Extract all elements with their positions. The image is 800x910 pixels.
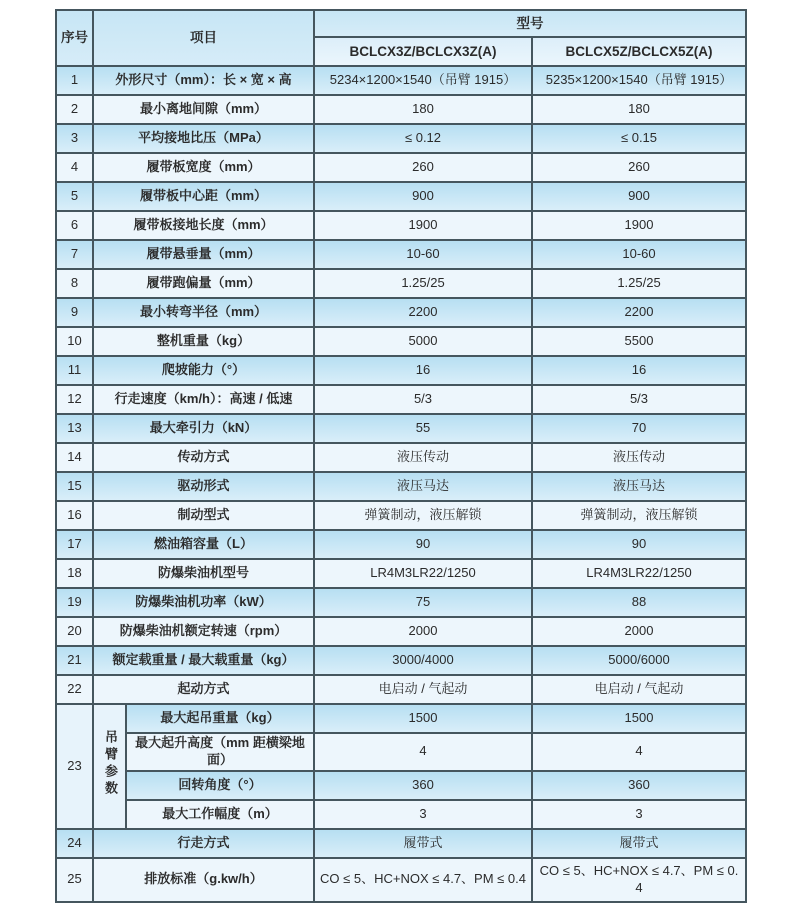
spec-row-23-sub-4 [56, 800, 746, 829]
value-model-a: 1900 [314, 211, 532, 240]
spec-row-17 [56, 530, 746, 559]
value-model-b: 260 [532, 153, 746, 182]
value-model-b: 16 [532, 356, 746, 385]
spec-row-5 [56, 182, 746, 211]
value-model-b: LR4M3LR22/1250 [532, 559, 746, 588]
value-model-b: 履带式 [532, 829, 746, 858]
row-index: 12 [56, 385, 93, 414]
spec-row-6 [56, 211, 746, 240]
value-model-b: 1500 [532, 704, 746, 733]
spec-row-10 [56, 327, 746, 356]
value-model-a: 3 [314, 800, 532, 829]
row-index: 9 [56, 298, 93, 327]
spec-row-16 [56, 501, 746, 530]
value-model-b: 180 [532, 95, 746, 124]
header-model-a: BCLCX3Z/BCLCX3Z(A) [314, 37, 532, 66]
value-model-a: 履带式 [314, 829, 532, 858]
value-model-b: 70 [532, 414, 746, 443]
item-label: 履带板接地长度（mm） [93, 211, 314, 240]
spec-row-19 [56, 588, 746, 617]
spec-row-13 [56, 414, 746, 443]
value-model-a: 75 [314, 588, 532, 617]
item-label: 起动方式 [93, 675, 314, 704]
spec-row-8 [56, 269, 746, 298]
spec-row-4 [56, 153, 746, 182]
value-model-b: 4 [532, 733, 746, 771]
value-model-a: LR4M3LR22/1250 [314, 559, 532, 588]
spec-row-23-sub-2 [56, 733, 746, 771]
value-model-b: 900 [532, 182, 746, 211]
spec-table-wrap [55, 9, 747, 903]
value-model-a: 90 [314, 530, 532, 559]
item-label: 防爆柴油机功率（kW） [93, 588, 314, 617]
value-model-b: 弹簧制动，液压解锁 [532, 501, 746, 530]
value-model-a: 5234×1200×1540（吊臂 1915） [314, 66, 532, 95]
item-label: 外形尺寸（mm）：长 × 宽 × 高 [93, 66, 314, 95]
item-label: 传动方式 [93, 443, 314, 472]
item-label: 最小转弯半径（mm） [93, 298, 314, 327]
item-label: 额定载重量 / 最大载重量（kg） [93, 646, 314, 675]
item-label: 履带板宽度（mm） [93, 153, 314, 182]
row-index: 2 [56, 95, 93, 124]
item-label: 履带板中心距（mm） [93, 182, 314, 211]
row-index: 15 [56, 472, 93, 501]
spec-table [55, 9, 747, 903]
value-model-b: 2000 [532, 617, 746, 646]
spec-table-body [56, 66, 746, 902]
row-index: 13 [56, 414, 93, 443]
spec-row-7 [56, 240, 746, 269]
spec-row-23-sub-1 [56, 704, 746, 733]
value-model-b: 电启动 / 气起动 [532, 675, 746, 704]
value-model-a: 弹簧制动，液压解锁 [314, 501, 532, 530]
value-model-a: 10-60 [314, 240, 532, 269]
item-label: 平均接地比压（MPa） [93, 124, 314, 153]
row-index: 11 [56, 356, 93, 385]
spec-row-9 [56, 298, 746, 327]
spec-row-22 [56, 675, 746, 704]
item-label: 最大起吊重量（kg） [126, 704, 314, 733]
value-model-a: 4 [314, 733, 532, 771]
item-label: 驱动形式 [93, 472, 314, 501]
header-model-b: BCLCX5Z/BCLCX5Z(A) [532, 37, 746, 66]
item-label: 履带跑偏量（mm） [93, 269, 314, 298]
value-model-a: 55 [314, 414, 532, 443]
value-model-a: 液压传动 [314, 443, 532, 472]
row-index: 5 [56, 182, 93, 211]
row-index: 16 [56, 501, 93, 530]
value-model-a: 900 [314, 182, 532, 211]
item-label: 燃油箱容量（L） [93, 530, 314, 559]
item-label: 制动型式 [93, 501, 314, 530]
row-index: 25 [56, 858, 93, 902]
spec-row-23-sub-3 [56, 771, 746, 800]
spec-table-head [56, 10, 746, 66]
value-model-a: 2000 [314, 617, 532, 646]
row-index: 23 [56, 704, 93, 829]
value-model-b: 2200 [532, 298, 746, 327]
value-model-b: 1.25/25 [532, 269, 746, 298]
row-index: 24 [56, 829, 93, 858]
value-model-b: 90 [532, 530, 746, 559]
value-model-b: 液压马达 [532, 472, 746, 501]
item-label: 最大起升高度（mm 距横梁地面） [126, 733, 314, 771]
item-label: 最大牵引力（kN） [93, 414, 314, 443]
spec-row-11 [56, 356, 746, 385]
row-index: 19 [56, 588, 93, 617]
value-model-b: 10-60 [532, 240, 746, 269]
value-model-b: 1900 [532, 211, 746, 240]
value-model-a: 260 [314, 153, 532, 182]
value-model-a: 1.25/25 [314, 269, 532, 298]
spec-row-20 [56, 617, 746, 646]
spec-row-14 [56, 443, 746, 472]
item-label: 整机重量（kg） [93, 327, 314, 356]
value-model-a: 16 [314, 356, 532, 385]
value-model-b: 液压传动 [532, 443, 746, 472]
value-model-b: 360 [532, 771, 746, 800]
value-model-a: ≤ 0.12 [314, 124, 532, 153]
item-label: 防爆柴油机型号 [93, 559, 314, 588]
boom-params-label: 吊臂参数 [102, 729, 118, 798]
row-index: 1 [56, 66, 93, 95]
item-label: 行走方式 [93, 829, 314, 858]
value-model-b: 5500 [532, 327, 746, 356]
header-col-index: 序号 [56, 10, 93, 66]
value-model-b: 5000/6000 [532, 646, 746, 675]
value-model-a: 5/3 [314, 385, 532, 414]
item-label: 履带悬垂量（mm） [93, 240, 314, 269]
row-index: 20 [56, 617, 93, 646]
value-model-a: 5000 [314, 327, 532, 356]
spec-row-2 [56, 95, 746, 124]
value-model-a: 2200 [314, 298, 532, 327]
spec-row-3 [56, 124, 746, 153]
row-index: 14 [56, 443, 93, 472]
value-model-a: 电启动 / 气起动 [314, 675, 532, 704]
spec-row-1 [56, 66, 746, 95]
value-model-b: 88 [532, 588, 746, 617]
value-model-a: 3000/4000 [314, 646, 532, 675]
row-index: 4 [56, 153, 93, 182]
item-label: 排放标准（g.kw/h） [93, 858, 314, 902]
spec-row-18 [56, 559, 746, 588]
header-col-model: 型号 [314, 10, 746, 37]
value-model-b: ≤ 0.15 [532, 124, 746, 153]
spec-row-24 [56, 829, 746, 858]
item-label: 最小离地间隙（mm） [93, 95, 314, 124]
value-model-a: 1500 [314, 704, 532, 733]
row-index: 7 [56, 240, 93, 269]
header-col-item: 项目 [93, 10, 314, 66]
item-label: 爬坡能力（°） [93, 356, 314, 385]
spec-row-25 [56, 858, 746, 902]
row-index: 8 [56, 269, 93, 298]
item-label: 防爆柴油机额定转速（rpm） [93, 617, 314, 646]
row-index: 3 [56, 124, 93, 153]
row-index: 18 [56, 559, 93, 588]
row-index: 6 [56, 211, 93, 240]
row-index: 17 [56, 530, 93, 559]
header-row-1 [56, 10, 746, 37]
value-model-b: 3 [532, 800, 746, 829]
item-label: 最大工作幅度（m） [126, 800, 314, 829]
value-model-a: CO ≤ 5、HC+NOX ≤ 4.7、PM ≤ 0.4 [314, 858, 532, 902]
value-model-b: 5/3 [532, 385, 746, 414]
value-model-a: 360 [314, 771, 532, 800]
item-label: 回转角度（°） [126, 771, 314, 800]
value-model-b: CO ≤ 5、HC+NOX ≤ 4.7、PM ≤ 0.4 [532, 858, 746, 902]
value-model-a: 液压马达 [314, 472, 532, 501]
row-index: 10 [56, 327, 93, 356]
row-index: 21 [56, 646, 93, 675]
value-model-a: 180 [314, 95, 532, 124]
spec-row-12 [56, 385, 746, 414]
row-index: 22 [56, 675, 93, 704]
boom-params-cell [93, 704, 126, 829]
spec-row-21 [56, 646, 746, 675]
spec-row-15 [56, 472, 746, 501]
value-model-b: 5235×1200×1540（吊臂 1915） [532, 66, 746, 95]
item-label: 行走速度（km/h）：高速 / 低速 [93, 385, 314, 414]
